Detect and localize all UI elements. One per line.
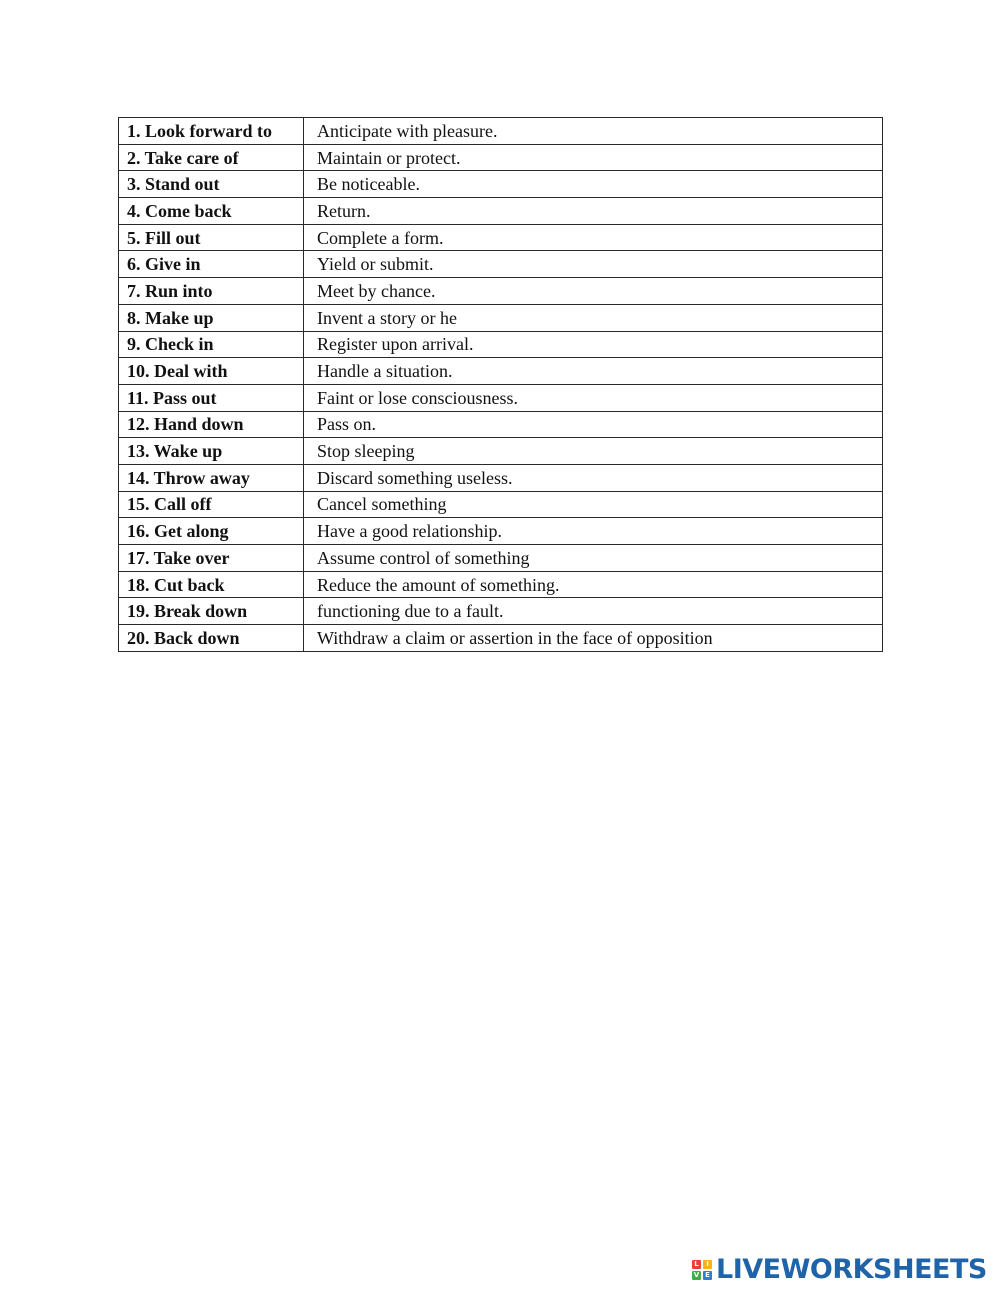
phrasal-verb-definition: Cancel something (304, 491, 883, 518)
phrasal-verb-term: 11. Pass out (119, 384, 304, 411)
logo-square-i: I (703, 1260, 712, 1269)
table-row (119, 625, 883, 652)
logo-square-l: L (692, 1260, 701, 1269)
phrasal-verb-definition: Handle a situation. (304, 358, 883, 385)
phrasal-verb-term: 6. Give in (119, 251, 304, 278)
phrasal-verb-term: 5. Fill out (119, 224, 304, 251)
table-row (119, 598, 883, 625)
phrasal-verb-term: 3. Stand out (119, 171, 304, 198)
table-row (119, 491, 883, 518)
phrasal-verb-definition: Stop sleeping (304, 438, 883, 465)
phrasal-verb-definition: Assume control of something (304, 545, 883, 572)
phrasal-verb-definition: Complete a form. (304, 224, 883, 251)
phrasal-verb-term: 4. Come back (119, 198, 304, 225)
phrasal-verb-definition: Discard something useless. (304, 464, 883, 491)
table-row (119, 384, 883, 411)
table-row (119, 278, 883, 305)
phrasal-verb-definition: Withdraw a claim or assertion in the face of opposition (304, 625, 883, 652)
phrasal-verb-term: 9. Check in (119, 331, 304, 358)
table-row (119, 358, 883, 385)
phrasal-verb-term: 20. Back down (119, 625, 304, 652)
table-row (119, 144, 883, 171)
table-row (119, 571, 883, 598)
table-body (119, 118, 883, 652)
phrasal-verb-definition: Be noticeable. (304, 171, 883, 198)
phrasal-verb-term: 16. Get along (119, 518, 304, 545)
table-row (119, 118, 883, 145)
phrasal-verb-definition: Pass on. (304, 411, 883, 438)
phrasal-verb-term: 17. Take over (119, 545, 304, 572)
phrasal-verb-definition: Return. (304, 198, 883, 225)
table-row (119, 251, 883, 278)
table-row (119, 411, 883, 438)
phrasal-verb-definition: Maintain or protect. (304, 144, 883, 171)
phrasal-verb-definition: Register upon arrival. (304, 331, 883, 358)
liveworksheets-wordmark: LIVEWORKSHEETS (716, 1254, 987, 1285)
phrasal-verb-term: 8. Make up (119, 304, 304, 331)
table-row (119, 438, 883, 465)
phrasal-verb-definition: Have a good relationship. (304, 518, 883, 545)
phrasal-verb-term: 18. Cut back (119, 571, 304, 598)
table-row (119, 545, 883, 572)
table-row (119, 518, 883, 545)
liveworksheets-logo (692, 1255, 987, 1285)
phrasal-verb-term: 10. Deal with (119, 358, 304, 385)
phrasal-verb-term: 2. Take care of (119, 144, 304, 171)
phrasal-verb-definition: functioning due to a fault. (304, 598, 883, 625)
liveworksheets-logo-icon (692, 1260, 712, 1280)
phrasal-verb-definition: Yield or submit. (304, 251, 883, 278)
table-row (119, 171, 883, 198)
logo-square-e: E (703, 1271, 712, 1280)
phrasal-verb-definition: Faint or lose consciousness. (304, 384, 883, 411)
phrasal-verb-definition: Reduce the amount of something. (304, 571, 883, 598)
logo-square-v: V (693, 1271, 700, 1279)
phrasal-verb-term: 7. Run into (119, 278, 304, 305)
table-row (119, 224, 883, 251)
phrasal-verb-term: 1. Look forward to (119, 118, 304, 145)
phrasal-verb-definition: Meet by chance. (304, 278, 883, 305)
table-row (119, 198, 883, 225)
table-row (119, 464, 883, 491)
phrasal-verb-term: 13. Wake up (119, 438, 304, 465)
phrasal-verb-term: 15. Call off (119, 491, 304, 518)
phrasal-verbs-table (118, 117, 883, 652)
phrasal-verb-definition: Invent a story or he (304, 304, 883, 331)
phrasal-verb-term: 14. Throw away (119, 464, 304, 491)
table-row (119, 331, 883, 358)
phrasal-verb-term: 12. Hand down (119, 411, 304, 438)
phrasal-verb-term: 19. Break down (119, 598, 304, 625)
phrasal-verb-definition: Anticipate with pleasure. (304, 118, 883, 145)
table-row (119, 304, 883, 331)
